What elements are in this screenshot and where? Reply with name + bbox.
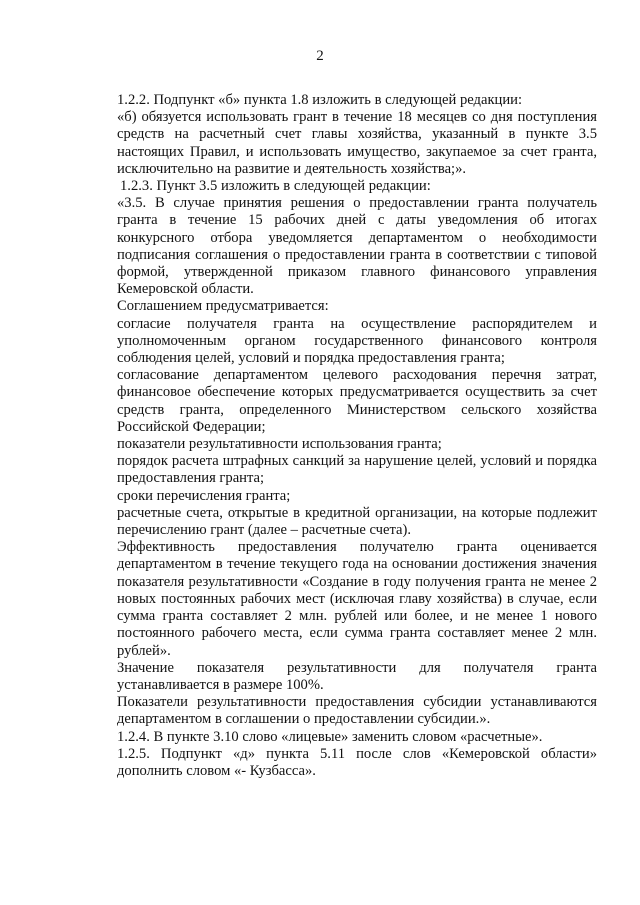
paragraph-indicators: показатели результативности использования гранта; xyxy=(117,436,442,453)
paragraph-efficiency: Эффективность предоставления получателю гранта оценивается департаментом в течение текущего года на основании достижения значения показателя результативности «Создание в году получения гранта не менее 2 новых постоянных рабочих мест (исключая главу хозяйства) в случае, если сумма гранта составляет 2 млн. рублей или более, и не менее 1 нового постоянного рабочего места, если сумма гранта составляет менее 2 млн. рублей». xyxy=(117,539,597,659)
page-number: 2 xyxy=(316,48,324,64)
paragraph-indicator-value: Значение показателя результативности для получателя гранта устанавливается в размере 100%. xyxy=(117,659,597,693)
paragraph-3-5: «3.5. В случае принятия решения о предоставлении гранта получатель гранта в течение 15 рабочих дней с даты уведомления об итогах конкурсного отбора уведомляется департаментом о необходимости подписания соглашения о предоставлении гранта в соответствии с типовой формой, утвержденной приказом главного финансового управления Кемеровской области. xyxy=(117,195,597,298)
paragraph-agreement-intro: Соглашением предусматривается: xyxy=(117,298,329,315)
paragraph-transfer-terms: сроки перечисления гранта; xyxy=(117,487,291,504)
paragraph-1-2-3: 1.2.3. Пункт 3.5 изложить в следующей редакции: xyxy=(120,178,431,195)
paragraph-1-2-5: 1.2.5. Подпункт «д» пункта 5.11 после слов «Кемеровской области» дополнить словом «- Кузбасса». xyxy=(117,745,597,779)
paragraph-1-2-4: 1.2.4. В пункте 3.10 слово «лицевые» заменить словом «расчетные». xyxy=(117,728,543,745)
paragraph-subsidy-indicators: Показатели результативности предоставления субсидии устанавливаются департаментом в соглашении о предоставлении субсидии.». xyxy=(117,694,597,728)
paragraph-1-2-2: 1.2.2. Подпункт «б» пункта 1.8 изложить в следующей редакции: xyxy=(117,92,523,108)
paragraph-consent: согласие получателя гранта на осуществление распорядителем и уполномоченным органом государственного финансового контроля соблюдения целей, условий и порядка предоставления гранта; xyxy=(117,315,597,367)
paragraph-accounts: расчетные счета, открытые в кредитной организации, на которые подлежит перечислению грант (далее – расчетные счета). xyxy=(117,504,597,539)
paragraph-subpoint-b: «б) обязуется использовать грант в течение 18 месяцев со дня поступления средств на расчетный счет главы хозяйства, указанный в пункте 3.5 настоящих Правил, и использовать имущество, закупаемое за счет гранта, исключительно на развитие и деятельность хозяйства;». xyxy=(117,109,597,177)
paragraph-approval: согласование департаментом целевого расходования перечня затрат, финансовое обеспечение которых предусматривается осуществить за счет средств гранта, определенного Министерством сельского хозяйства Российской Федерации; xyxy=(117,367,597,435)
paragraph-penalties: порядок расчета штрафных санкций за нарушение целей, условий и порядка предоставления гранта; xyxy=(117,453,597,487)
document-body xyxy=(117,92,597,780)
